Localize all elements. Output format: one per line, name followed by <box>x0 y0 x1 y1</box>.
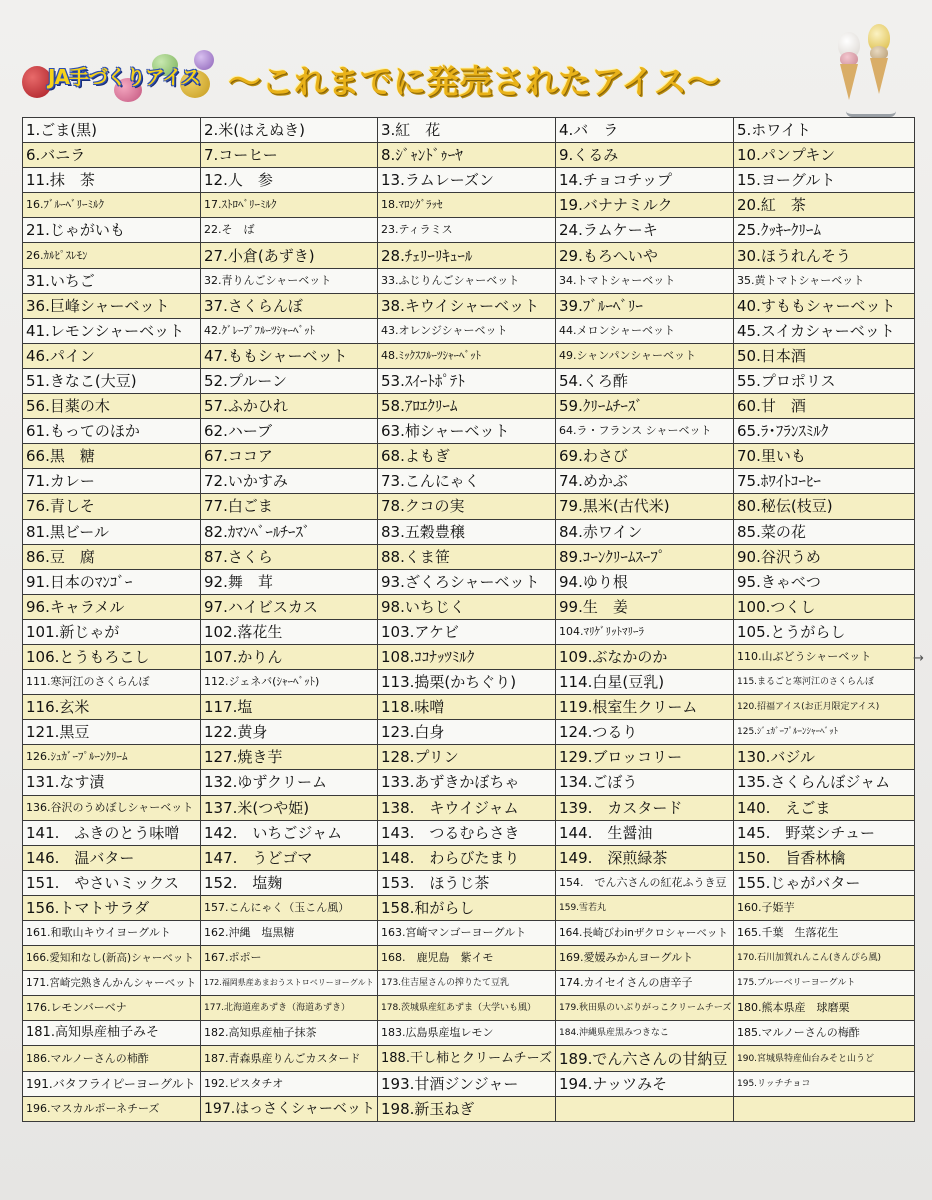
flavor-cell: 92.舞 茸 <box>201 569 378 594</box>
flavor-cell: 139. カスタード <box>556 795 734 820</box>
flavor-cell: 21.じゃがいも <box>23 218 201 243</box>
page-title: 〜これまでに発売されたアイス〜 <box>228 62 720 101</box>
flavor-cell: 16.ﾌﾞﾙｰﾍﾞﾘｰﾐﾙｸ <box>23 193 201 218</box>
flavor-cell: 29.もろへいや <box>556 243 734 268</box>
flavor-cell: 197.はっさくシャーベット <box>201 1096 378 1121</box>
flavor-cell: 105.とうがらし <box>734 619 915 644</box>
table-row <box>23 720 915 745</box>
flavor-cell: 146. 温バター <box>23 845 201 870</box>
flavor-cell: 102.落花生 <box>201 619 378 644</box>
flavor-cell: 137.米(つや姫) <box>201 795 378 820</box>
flavor-cell <box>734 1096 915 1121</box>
flavor-cell: 20.紅 茶 <box>734 193 915 218</box>
flavor-cell: 8.ｼﾞｬﾝﾄﾞｩｰﾔ <box>378 143 556 168</box>
flavor-cell: 49.シャンパンシャーベット <box>556 343 734 368</box>
flavor-cell: 13.ラムレーズン <box>378 168 556 193</box>
table-row <box>23 444 915 469</box>
header <box>14 46 918 112</box>
flavor-cell: 9.くるみ <box>556 143 734 168</box>
flavor-cell: 182.高知県産柚子抹茶 <box>201 1021 378 1046</box>
flavor-cell: 165.千葉 生落花生 <box>734 921 915 946</box>
flavor-cell: 44.メロンシャーベット <box>556 318 734 343</box>
flavor-cell: 47.ももシャーベット <box>201 343 378 368</box>
flavor-cell: 153. ほうじ茶 <box>378 870 556 895</box>
flavor-cell: 164.長崎びわinザクロシャーベット <box>556 921 734 946</box>
flavor-cell: 134.ごぼう <box>556 770 734 795</box>
flavor-cell: 160.子姫芋 <box>734 895 915 920</box>
table-row <box>23 469 915 494</box>
flavor-cell: 158.和がらし <box>378 895 556 920</box>
flavor-cell: 148. わらびたまり <box>378 845 556 870</box>
flavor-cell: 109.ぶなかのか <box>556 644 734 669</box>
flavor-cell: 69.わさび <box>556 444 734 469</box>
flavor-cell: 12.人 参 <box>201 168 378 193</box>
flavor-cell: 152. 塩麹 <box>201 870 378 895</box>
flavor-cell: 190.宮城県特産仙台みそと山うど <box>734 1046 915 1071</box>
flavor-cell: 126.ｼｭｶﾞｰﾌﾟﾙｰﾝｸﾘｰﾑ <box>23 745 201 770</box>
flavor-cell: 129.ブロッコリー <box>556 745 734 770</box>
flavor-cell: 107.かりん <box>201 644 378 669</box>
flavor-cell: 188.干し柿とクリームチーズ <box>378 1046 556 1071</box>
table-row <box>23 1046 915 1071</box>
flavor-cell: 104.ﾏﾘｹﾞﾘｯﾄﾏﾘｰﾗ <box>556 619 734 644</box>
flavor-cell: 185.マルノーさんの梅酢 <box>734 1021 915 1046</box>
flavor-cell: 82.ｶﾏﾝﾍﾞｰﾙﾁｰｽﾞ <box>201 519 378 544</box>
table-row <box>23 519 915 544</box>
table-row <box>23 921 915 946</box>
table-row <box>23 118 915 143</box>
flavor-cell: 187.青森県産りんごカスタード <box>201 1046 378 1071</box>
flavor-cell: 48.ﾐｯｸｽﾌﾙｰﾂｼｬｰﾍﾞｯﾄ <box>378 343 556 368</box>
flavor-cell: 128.プリン <box>378 745 556 770</box>
flavor-cell: 28.ﾁｪﾘｰﾘｷｭｰﾙ <box>378 243 556 268</box>
table-row <box>23 494 915 519</box>
flavor-cell: 34.トマトシャーベット <box>556 268 734 293</box>
table-row <box>23 544 915 569</box>
flavor-cell: 177.北海道産あずき（海道あずき） <box>201 996 378 1021</box>
flavor-cell: 156.トマトサラダ <box>23 895 201 920</box>
flavor-cell: 79.黒米(古代米) <box>556 494 734 519</box>
flavor-cell: 195.リッチチョコ <box>734 1071 915 1096</box>
flavor-cell: 84.赤ワイン <box>556 519 734 544</box>
flavor-cell: 26.ｶﾙﾋﾟｽﾚﾓﾝ <box>23 243 201 268</box>
flavor-cell: 127.焼き芋 <box>201 745 378 770</box>
flavor-cell: 186.マルノーさんの柿酢 <box>23 1046 201 1071</box>
flavor-cell: 81.黒ビール <box>23 519 201 544</box>
ice-cream-table <box>22 117 915 1122</box>
table-row <box>23 695 915 720</box>
flavor-cell: 57.ふかひれ <box>201 394 378 419</box>
flavor-cell: 124.つるり <box>556 720 734 745</box>
table-row <box>23 770 915 795</box>
flavor-cell: 90.谷沢うめ <box>734 544 915 569</box>
flavor-cell: 3.紅 花 <box>378 118 556 143</box>
flavor-cell: 123.白身 <box>378 720 556 745</box>
flavor-cell: 130.バジル <box>734 745 915 770</box>
flavor-cell: 150. 旨香林檎 <box>734 845 915 870</box>
flavor-cell: 121.黒豆 <box>23 720 201 745</box>
flavor-cell: 115.まるごと寒河江のさくらんぼ <box>734 670 915 695</box>
flavor-cell: 119.根室生クリーム <box>556 695 734 720</box>
flavor-cell: 184.沖縄県産黒みつきなこ <box>556 1021 734 1046</box>
flavor-cell: 50.日本酒 <box>734 343 915 368</box>
table-row <box>23 143 915 168</box>
flavor-cell: 161.和歌山キウイヨーグルト <box>23 921 201 946</box>
table-row <box>23 594 915 619</box>
table-row <box>23 193 915 218</box>
flavor-cell: 194.ナッツみそ <box>556 1071 734 1096</box>
flavor-cell: 23.ティラミス <box>378 218 556 243</box>
flavor-cell: 98.いちじく <box>378 594 556 619</box>
flavor-cell: 145. 野菜シチュー <box>734 820 915 845</box>
flavor-cell: 168. 鹿児島 紫イモ <box>378 946 556 971</box>
flavor-cell: 62.ハーブ <box>201 419 378 444</box>
table-row <box>23 845 915 870</box>
flavor-cell: 40.すももシャーベット <box>734 293 915 318</box>
table-row <box>23 619 915 644</box>
flavor-cell: 133.あずきかぼちゃ <box>378 770 556 795</box>
flavor-cell: 60.甘 酒 <box>734 394 915 419</box>
table-row <box>23 870 915 895</box>
flavor-cell: 54.くろ酢 <box>556 368 734 393</box>
flavor-cell: 142. いちごジャム <box>201 820 378 845</box>
flavor-cell: 45.スイカシャーベット <box>734 318 915 343</box>
flavor-cell: 85.菜の花 <box>734 519 915 544</box>
flavor-cell: 33.ふじりんごシャーベット <box>378 268 556 293</box>
flavor-cell: 41.レモンシャーベット <box>23 318 201 343</box>
flavor-cell: 96.キャラメル <box>23 594 201 619</box>
flavor-cell: 171.宮崎完熟きんかんシャーベット <box>23 971 201 996</box>
flavor-cell: 80.秘伝(枝豆) <box>734 494 915 519</box>
flavor-cell: 167.ポポー <box>201 946 378 971</box>
flavor-cell: 71.カレー <box>23 469 201 494</box>
flavor-cell: 7.コーヒー <box>201 143 378 168</box>
table-row <box>23 343 915 368</box>
flavor-cell: 18.ﾏﾛﾝｸﾞﾗｯｾ <box>378 193 556 218</box>
flavor-cell: 10.パンプキン <box>734 143 915 168</box>
flavor-cell: 131.なす漬 <box>23 770 201 795</box>
flavor-cell: 162.沖縄 塩黒糖 <box>201 921 378 946</box>
flavor-cell: 1.ごま(黒) <box>23 118 201 143</box>
flavor-cell: 163.宮崎マンゴーヨーグルト <box>378 921 556 946</box>
flavor-cell: 27.小倉(あずき) <box>201 243 378 268</box>
flavor-cell: 70.里いも <box>734 444 915 469</box>
flavor-cell: 42.ｸﾞﾚｰﾌﾟﾌﾙｰﾂｼｬｰﾍﾞｯﾄ <box>201 318 378 343</box>
flavor-cell: 178.茨城県産紅あずま（大学いも風） <box>378 996 556 1021</box>
flavor-cell: 43.オレンジシャーベット <box>378 318 556 343</box>
flavor-cell: 180.熊本県産 球磨栗 <box>734 996 915 1021</box>
table-row <box>23 368 915 393</box>
flavor-cell: 5.ホワイト <box>734 118 915 143</box>
flavor-cell: 46.パイン <box>23 343 201 368</box>
flavor-cell: 198.新玉ねぎ <box>378 1096 556 1121</box>
table-row <box>23 419 915 444</box>
flavor-cell: 113.搗栗(かちぐり) <box>378 670 556 695</box>
flavor-cell: 141. ふきのとう味噌 <box>23 820 201 845</box>
flavor-cell: 88.くま笹 <box>378 544 556 569</box>
flavor-cell: 95.きゃべつ <box>734 569 915 594</box>
flavor-cell: 175.ブルーベリーヨーグルト <box>734 971 915 996</box>
table-row <box>23 318 915 343</box>
flavor-cell: 151. やさいミックス <box>23 870 201 895</box>
flavor-cell: 59.ｸﾘｰﾑﾁｰｽﾞ <box>556 394 734 419</box>
flavor-cell: 196.マスカルポーネチーズ <box>23 1096 201 1121</box>
ja-logo <box>22 52 222 102</box>
flavor-cell: 31.いちご <box>23 268 201 293</box>
flavor-cell: 110.山ぶどうシャーベット <box>734 644 915 669</box>
flavor-cell: 22.そ ば <box>201 218 378 243</box>
flavor-cell: 67.ココア <box>201 444 378 469</box>
flavor-cell: 87.さくら <box>201 544 378 569</box>
flavor-cell: 68.よもぎ <box>378 444 556 469</box>
flavor-cell: 66.黒 糖 <box>23 444 201 469</box>
flavor-cell: 30.ほうれんそう <box>734 243 915 268</box>
flavor-cell: 38.キウイシャーベット <box>378 293 556 318</box>
flavor-cell: 56.目薬の木 <box>23 394 201 419</box>
flavor-cell: 140. えごま <box>734 795 915 820</box>
table-row <box>23 971 915 996</box>
table-row <box>23 795 915 820</box>
flavor-cell: 53.ｽｲｰﾄﾎﾟﾃﾄ <box>378 368 556 393</box>
flavor-cell: 101.新じゃが <box>23 619 201 644</box>
table-row <box>23 1096 915 1121</box>
flavor-cell: 72.いかすみ <box>201 469 378 494</box>
flavor-cell: 114.白星(豆乳) <box>556 670 734 695</box>
flavor-cell: 24.ラムケーキ <box>556 218 734 243</box>
flavor-cell: 138. キウイジャム <box>378 795 556 820</box>
table-row <box>23 293 915 318</box>
flavor-cell: 97.ハイビスカス <box>201 594 378 619</box>
table-row <box>23 394 915 419</box>
flavor-cell: 193.甘酒ジンジャー <box>378 1071 556 1096</box>
table-row <box>23 820 915 845</box>
flavor-cell: 58.ｱﾛｴｸﾘｰﾑ <box>378 394 556 419</box>
table-row <box>23 218 915 243</box>
table-row <box>23 895 915 920</box>
flavor-cell: 15.ヨーグルト <box>734 168 915 193</box>
flavor-cell: 74.めかぶ <box>556 469 734 494</box>
flavor-cell: 174.カイセイさんの唐辛子 <box>556 971 734 996</box>
flavor-cell: 125.ｼﾞｭｶﾞｰﾌﾟﾙｰﾝｼｬｰﾍﾞｯﾄ <box>734 720 915 745</box>
flavor-cell: 99.生 姜 <box>556 594 734 619</box>
flavor-cell: 132.ゆずクリーム <box>201 770 378 795</box>
flavor-cell: 75.ﾎﾜｲﾄｺｰﾋｰ <box>734 469 915 494</box>
flavor-cell: 77.白ごま <box>201 494 378 519</box>
flavor-cell: 6.バニラ <box>23 143 201 168</box>
flavor-cell: 65.ﾗ･ﾌﾗﾝｽﾐﾙｸ <box>734 419 915 444</box>
logo-text: JA手づくりアイス <box>48 65 200 89</box>
flavor-cell: 112.ジェネバ(ｼｬｰﾍﾞｯﾄ) <box>201 670 378 695</box>
flavor-cell: 17.ｽﾄﾛﾍﾞﾘｰﾐﾙｸ <box>201 193 378 218</box>
table-row <box>23 1071 915 1096</box>
flavor-cell: 94.ゆり根 <box>556 569 734 594</box>
flavor-cell: 166.愛知和なし(新高)シャーベット <box>23 946 201 971</box>
flavor-cell: 155.じゃがバター <box>734 870 915 895</box>
flavor-cell: 191.バタフライピーヨーグルト <box>23 1071 201 1096</box>
flavor-cell: 183.広島県産塩レモン <box>378 1021 556 1046</box>
flavor-cell: 19.バナナミルク <box>556 193 734 218</box>
flavor-cell: 172.福岡県産あまおうストロベリーヨーグルト <box>201 971 378 996</box>
flavor-cell: 37.さくらんぼ <box>201 293 378 318</box>
flavor-cell: 136.谷沢のうめぼしシャーベット <box>23 795 201 820</box>
flavor-cell: 39.ﾌﾞﾙｰﾍﾞﾘｰ <box>556 293 734 318</box>
table-row <box>23 243 915 268</box>
flavor-cell: 86.豆 腐 <box>23 544 201 569</box>
flavor-cell: 51.きなこ(大豆) <box>23 368 201 393</box>
table-row <box>23 1021 915 1046</box>
flavor-cell: 36.巨峰シャーベット <box>23 293 201 318</box>
flavor-cell: 173.住吉屋さんの搾りたて豆乳 <box>378 971 556 996</box>
flavor-cell: 170.石川加賀れんこん(きんぴら風) <box>734 946 915 971</box>
flavor-cell: 35.黄トマトシャーベット <box>734 268 915 293</box>
table-row <box>23 268 915 293</box>
flavor-cell: 154. でん六さんの紅花ふうき豆 <box>556 870 734 895</box>
flavor-cell: 4.バ ラ <box>556 118 734 143</box>
flavor-cell: 52.プルーン <box>201 368 378 393</box>
flavor-cell: 78.クコの実 <box>378 494 556 519</box>
flavor-cell <box>556 1096 734 1121</box>
table-row <box>23 996 915 1021</box>
flavor-cell: 120.招福アイス(お正月限定アイス) <box>734 695 915 720</box>
cone-stand <box>846 94 896 117</box>
flavor-cell: 144. 生醤油 <box>556 820 734 845</box>
flavor-cell: 61.もってのほか <box>23 419 201 444</box>
flavor-cell: 117.塩 <box>201 695 378 720</box>
flavor-cell: 63.柿シャーベット <box>378 419 556 444</box>
flavor-cell: 103.アケビ <box>378 619 556 644</box>
flavor-cell: 179.秋田県のいぶりがっこクリームチーズ <box>556 996 734 1021</box>
flavor-cell: 157.こんにゃく（玉こん風） <box>201 895 378 920</box>
ice-cream-cones-icon <box>836 24 906 116</box>
flavor-cell: 135.さくらんぼジャム <box>734 770 915 795</box>
arrow-icon: → <box>913 651 924 666</box>
flavor-cell: 89.ｺｰﾝｸﾘｰﾑｽｰﾌﾟ <box>556 544 734 569</box>
table-row <box>23 644 915 669</box>
flavor-cell: 181.高知県産柚子みそ <box>23 1021 201 1046</box>
flavor-cell: 159.雪若丸 <box>556 895 734 920</box>
flavor-cell: 116.玄米 <box>23 695 201 720</box>
flavor-cell: 122.黄身 <box>201 720 378 745</box>
table-row <box>23 670 915 695</box>
flavor-cell: 76.青しそ <box>23 494 201 519</box>
table-row <box>23 168 915 193</box>
flavor-cell: 83.五穀豊穣 <box>378 519 556 544</box>
flavor-cell: 93.ざくろシャーベット <box>378 569 556 594</box>
flavor-cell: 25.ｸｯｷｰｸﾘｰﾑ <box>734 218 915 243</box>
flavor-cell: 189.でん六さんの甘納豆 <box>556 1046 734 1071</box>
flavor-cell: 64.ラ・フランス シャーベット <box>556 419 734 444</box>
flavor-cell: 11.抹 茶 <box>23 168 201 193</box>
flavor-cell: 147. うどゴマ <box>201 845 378 870</box>
flavor-cell: 169.愛媛みかんヨーグルト <box>556 946 734 971</box>
flavor-cell: 91.日本のﾏﾝｺﾞｰ <box>23 569 201 594</box>
flavor-cell: 176.レモンバーベナ <box>23 996 201 1021</box>
flavor-cell: 108.ｺｺﾅｯﾂﾐﾙｸ <box>378 644 556 669</box>
flavor-cell: 32.青りんごシャーベット <box>201 268 378 293</box>
flavor-cell: 55.プロポリス <box>734 368 915 393</box>
flavor-cell: 111.寒河江のさくらんぼ <box>23 670 201 695</box>
flavor-cell: 118.味噌 <box>378 695 556 720</box>
flavor-cell: 100.つくし <box>734 594 915 619</box>
flavor-cell: 143. つるむらさき <box>378 820 556 845</box>
flavor-cell: 73.こんにゃく <box>378 469 556 494</box>
table-row <box>23 946 915 971</box>
table-row <box>23 569 915 594</box>
flavor-cell: 14.チョコチップ <box>556 168 734 193</box>
table-row <box>23 745 915 770</box>
flavor-cell: 192.ピスタチオ <box>201 1071 378 1096</box>
flavor-cell: 106.とうもろこし <box>23 644 201 669</box>
flavor-cell: 2.米(はえぬき) <box>201 118 378 143</box>
flavor-cell: 149. 深煎緑茶 <box>556 845 734 870</box>
